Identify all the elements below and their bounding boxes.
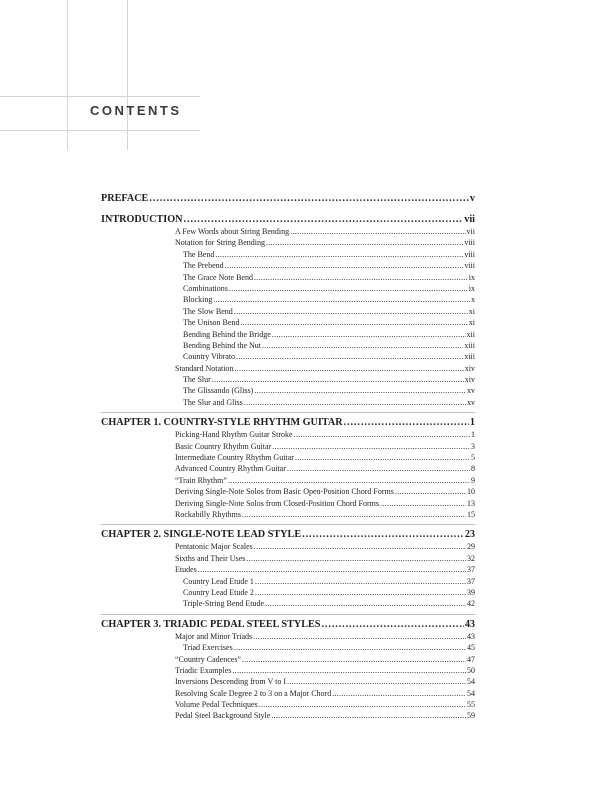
toc-entry-title: CHAPTER 3. TRIADIC PEDAL STEEL STYLES bbox=[101, 618, 321, 630]
dot-leader bbox=[294, 429, 470, 440]
toc-subsection-row bbox=[183, 329, 475, 340]
toc-page-number: 29 bbox=[467, 542, 475, 552]
toc-subsection-row bbox=[183, 587, 475, 598]
toc-page-number: 3 bbox=[471, 441, 475, 451]
toc-page-number: vii bbox=[464, 214, 475, 225]
toc-page-number: 54 bbox=[467, 677, 475, 687]
toc-section-row bbox=[175, 441, 475, 452]
dot-leader bbox=[236, 351, 463, 362]
section-divider bbox=[101, 524, 475, 525]
toc-section-row bbox=[175, 541, 475, 552]
dot-leader bbox=[272, 441, 470, 452]
toc-section-row bbox=[175, 654, 475, 665]
crop-guide-vertical-right bbox=[127, 0, 128, 150]
toc-entry-title: Country Lead Etude 1 bbox=[183, 576, 254, 586]
toc-page-number: viii bbox=[464, 238, 475, 248]
dot-leader bbox=[287, 676, 466, 687]
toc-section-row bbox=[175, 710, 475, 721]
toc-entry-title: Basic Country Rhythm Guitar bbox=[175, 441, 272, 451]
toc-subsection-row bbox=[183, 249, 475, 260]
toc-section-row bbox=[175, 509, 475, 520]
dot-leader bbox=[240, 317, 467, 328]
toc-page-number: 55 bbox=[467, 700, 475, 710]
dot-leader bbox=[234, 363, 463, 374]
toc-page-number: xiii bbox=[464, 340, 475, 350]
dot-leader bbox=[344, 416, 469, 429]
toc-section-row bbox=[175, 665, 475, 676]
toc-entry-title: Deriving Single-Note Solos from Basic Open-Position Chord Forms bbox=[175, 487, 394, 497]
dot-leader bbox=[332, 688, 466, 699]
toc-page-number: 37 bbox=[467, 576, 475, 586]
toc-entry-title: Intermediate Country Rhythm Guitar bbox=[175, 453, 294, 463]
toc-page-number: 13 bbox=[467, 498, 475, 508]
toc-subsection-row bbox=[183, 598, 475, 609]
toc-entry-title: Country Vibrato bbox=[183, 352, 236, 362]
toc-entry-title: INTRODUCTION bbox=[101, 214, 183, 225]
dot-leader bbox=[229, 283, 468, 294]
dot-leader bbox=[184, 213, 464, 226]
dot-leader bbox=[272, 329, 466, 340]
toc-entry-title: The Slur and Gliss bbox=[183, 397, 243, 407]
toc-entry-title: “Train Rhythm” bbox=[175, 475, 227, 485]
dot-leader bbox=[212, 374, 464, 385]
toc-subsection-row bbox=[183, 385, 475, 396]
toc-section-row bbox=[175, 475, 475, 486]
toc-page-number: 23 bbox=[464, 529, 475, 541]
toc-entry-title: Notation for String Bending bbox=[175, 238, 265, 248]
toc-subsection-row bbox=[183, 260, 475, 271]
toc-subsection-row bbox=[183, 397, 475, 408]
dot-leader bbox=[266, 237, 463, 248]
crop-guide-horizontal-top bbox=[0, 96, 200, 97]
toc-entry-title: Bending Behind the Nut bbox=[183, 340, 261, 350]
toc-subsection-row bbox=[183, 294, 475, 305]
toc-subsection-row bbox=[183, 317, 475, 328]
dot-leader bbox=[242, 509, 466, 520]
dot-leader bbox=[255, 587, 466, 598]
toc-page-number: 50 bbox=[467, 665, 475, 675]
toc-subsection-row bbox=[183, 340, 475, 351]
toc-entry-title: Advanced Country Rhythm Guitar bbox=[175, 464, 286, 474]
dot-leader bbox=[234, 642, 466, 653]
toc-entry-title: Major and Minor Triads bbox=[175, 631, 253, 641]
toc-page-number: 59 bbox=[467, 711, 475, 721]
toc-page-number: xii bbox=[466, 329, 475, 339]
toc-entry-title: Bending Behind the Bridge bbox=[183, 329, 271, 339]
toc-subsection-row bbox=[183, 642, 475, 653]
dot-leader bbox=[271, 710, 466, 721]
toc-page-number: ix bbox=[468, 283, 475, 293]
toc-entry-title: Combinations bbox=[183, 283, 228, 293]
toc-chapter-row bbox=[101, 192, 475, 205]
toc-entry-title: Picking-Hand Rhythm Guitar Stroke bbox=[175, 430, 293, 440]
toc-page-number: 8 bbox=[471, 464, 475, 474]
toc-entry-title: The Bend bbox=[183, 249, 215, 259]
toc-page-number: 47 bbox=[467, 654, 475, 664]
toc-entry-title: Etudes bbox=[175, 565, 197, 575]
toc-entry-title: A Few Words about String Bending bbox=[175, 227, 290, 236]
toc-subsection-row bbox=[183, 576, 475, 587]
toc-page-number: xiv bbox=[464, 375, 475, 385]
toc-entry-title: Inversions Descending from V to I bbox=[175, 677, 287, 687]
dot-leader bbox=[395, 486, 466, 497]
toc-page-number: 1 bbox=[471, 430, 475, 440]
toc-page-number: 39 bbox=[467, 587, 475, 597]
toc-entry-title: Pedal Steel Background Style bbox=[175, 711, 271, 721]
toc-entry-title: CHAPTER 1. COUNTRY-STYLE RHYTHM GUITAR bbox=[101, 417, 343, 429]
dot-leader bbox=[290, 226, 465, 237]
dot-leader bbox=[213, 294, 470, 305]
dot-leader bbox=[295, 452, 470, 463]
toc-page-number: xi bbox=[468, 318, 475, 328]
toc-section-row bbox=[175, 699, 475, 710]
dot-leader bbox=[149, 192, 469, 205]
toc-subsection-row bbox=[183, 283, 475, 294]
toc-section-row bbox=[175, 463, 475, 474]
dot-leader bbox=[225, 260, 464, 271]
dot-leader bbox=[380, 498, 466, 509]
toc-entry-title: Blocking bbox=[183, 295, 213, 305]
toc-entry-title: PREFACE bbox=[101, 193, 149, 204]
dot-leader bbox=[302, 528, 464, 541]
toc-section-row bbox=[175, 363, 475, 374]
toc-entry-title: Rockabilly Rhythms bbox=[175, 509, 241, 519]
toc-entry-title: Triad Exercises bbox=[183, 643, 233, 653]
toc-page-number: viii bbox=[464, 249, 475, 259]
toc-page-number: 42 bbox=[467, 599, 475, 609]
toc-entry-title: Sixths and Their Uses bbox=[175, 553, 246, 563]
crop-guide-horizontal-bottom bbox=[0, 130, 200, 131]
toc-page-number: 43 bbox=[464, 618, 475, 630]
toc-page-number: 54 bbox=[467, 688, 475, 698]
toc-page-number: 43 bbox=[467, 631, 475, 641]
dot-leader bbox=[262, 340, 463, 351]
toc-entry-title: “Country Cadences” bbox=[175, 654, 241, 664]
toc-page-number: 9 bbox=[471, 475, 475, 485]
toc-section-row bbox=[175, 498, 475, 509]
toc-entry-title: Resolving Scale Degree 2 to 3 on a Major Chord bbox=[175, 688, 332, 698]
toc-page-number: vii bbox=[466, 227, 475, 236]
toc-entry-title: Deriving Single-Note Solos from Closed-Position Chord Forms bbox=[175, 498, 379, 508]
dot-leader bbox=[254, 385, 466, 396]
toc-chapter-row bbox=[101, 618, 475, 631]
toc-page-number: xi bbox=[468, 306, 475, 316]
toc-page-number: viii bbox=[464, 261, 475, 271]
toc-entry-title: The Slur bbox=[183, 375, 211, 385]
toc-subsection-row bbox=[183, 306, 475, 317]
toc-page-number: xiii bbox=[464, 352, 475, 362]
contents-heading: CONTENTS bbox=[90, 103, 182, 118]
toc-page-number: 45 bbox=[467, 643, 475, 653]
toc-entry-title: Country Lead Etude 2 bbox=[183, 587, 254, 597]
toc-page-number: xv bbox=[467, 397, 475, 407]
toc-section-row bbox=[175, 429, 475, 440]
toc-entry-title: The Unison Bend bbox=[183, 318, 240, 328]
toc-chapter-row bbox=[101, 528, 475, 541]
toc-page-number: 32 bbox=[467, 553, 475, 563]
dot-leader bbox=[259, 699, 466, 710]
toc-page-number: 1 bbox=[469, 417, 475, 429]
toc-page-number: x bbox=[471, 295, 475, 305]
dot-leader bbox=[265, 598, 466, 609]
toc-entry-title: The Prebend bbox=[183, 261, 224, 271]
dot-leader bbox=[254, 272, 468, 283]
dot-leader bbox=[215, 249, 463, 260]
toc-page-number: v bbox=[469, 193, 475, 204]
section-divider bbox=[101, 614, 475, 615]
toc-page-number: xiv bbox=[464, 363, 475, 373]
toc-section-row bbox=[175, 452, 475, 463]
dot-leader bbox=[198, 564, 466, 575]
section-spacer bbox=[101, 205, 475, 213]
toc-section-row bbox=[175, 237, 475, 248]
section-divider bbox=[101, 412, 475, 413]
toc-page-number: ix bbox=[468, 272, 475, 282]
toc-page-number: xv bbox=[467, 386, 475, 396]
toc-entry-title: Triple-String Bend Etude bbox=[183, 599, 265, 609]
dot-leader bbox=[242, 654, 466, 665]
toc-entry-title: The Grace Note Bend bbox=[183, 272, 253, 282]
dot-leader bbox=[234, 306, 468, 317]
toc-page-number: 10 bbox=[467, 487, 475, 497]
toc-page-number: 15 bbox=[467, 509, 475, 519]
toc-entry-title: CHAPTER 2. SINGLE-NOTE LEAD STYLE bbox=[101, 529, 302, 541]
dot-leader bbox=[228, 475, 470, 486]
toc-subsection-row bbox=[183, 351, 475, 362]
toc-section-row bbox=[175, 553, 475, 564]
toc-chapter-row bbox=[101, 213, 475, 226]
toc-entry-title: The Slow Bend bbox=[183, 306, 233, 316]
toc-section-row bbox=[175, 564, 475, 575]
toc-section-row bbox=[175, 676, 475, 687]
dot-leader bbox=[321, 618, 463, 631]
dot-leader bbox=[253, 631, 466, 642]
dot-leader bbox=[246, 553, 466, 564]
dot-leader bbox=[255, 576, 466, 587]
toc-page-number: 5 bbox=[471, 453, 475, 463]
table-of-contents bbox=[101, 192, 475, 722]
toc-subsection-row bbox=[183, 374, 475, 385]
toc-chapter-row bbox=[101, 416, 475, 429]
dot-leader bbox=[244, 397, 466, 408]
crop-guide-vertical-left bbox=[67, 0, 68, 150]
toc-entry-title: Pentatonic Major Scales bbox=[175, 542, 253, 552]
toc-entry-title: Standard Notation bbox=[175, 363, 234, 373]
toc-section-row bbox=[175, 631, 475, 642]
toc-entry-title: The Glissando (Gliss) bbox=[183, 386, 254, 396]
toc-entry-title: Triadic Examples bbox=[175, 665, 232, 675]
toc-page-number: 37 bbox=[467, 565, 475, 575]
toc-section-row bbox=[175, 688, 475, 699]
dot-leader bbox=[232, 665, 466, 676]
toc-subsection-row bbox=[183, 272, 475, 283]
toc-section-row bbox=[175, 486, 475, 497]
toc-entry-title: Volume Pedal Techniques bbox=[175, 700, 258, 710]
toc-section-row bbox=[175, 226, 475, 237]
dot-leader bbox=[254, 541, 466, 552]
dot-leader bbox=[287, 463, 470, 474]
